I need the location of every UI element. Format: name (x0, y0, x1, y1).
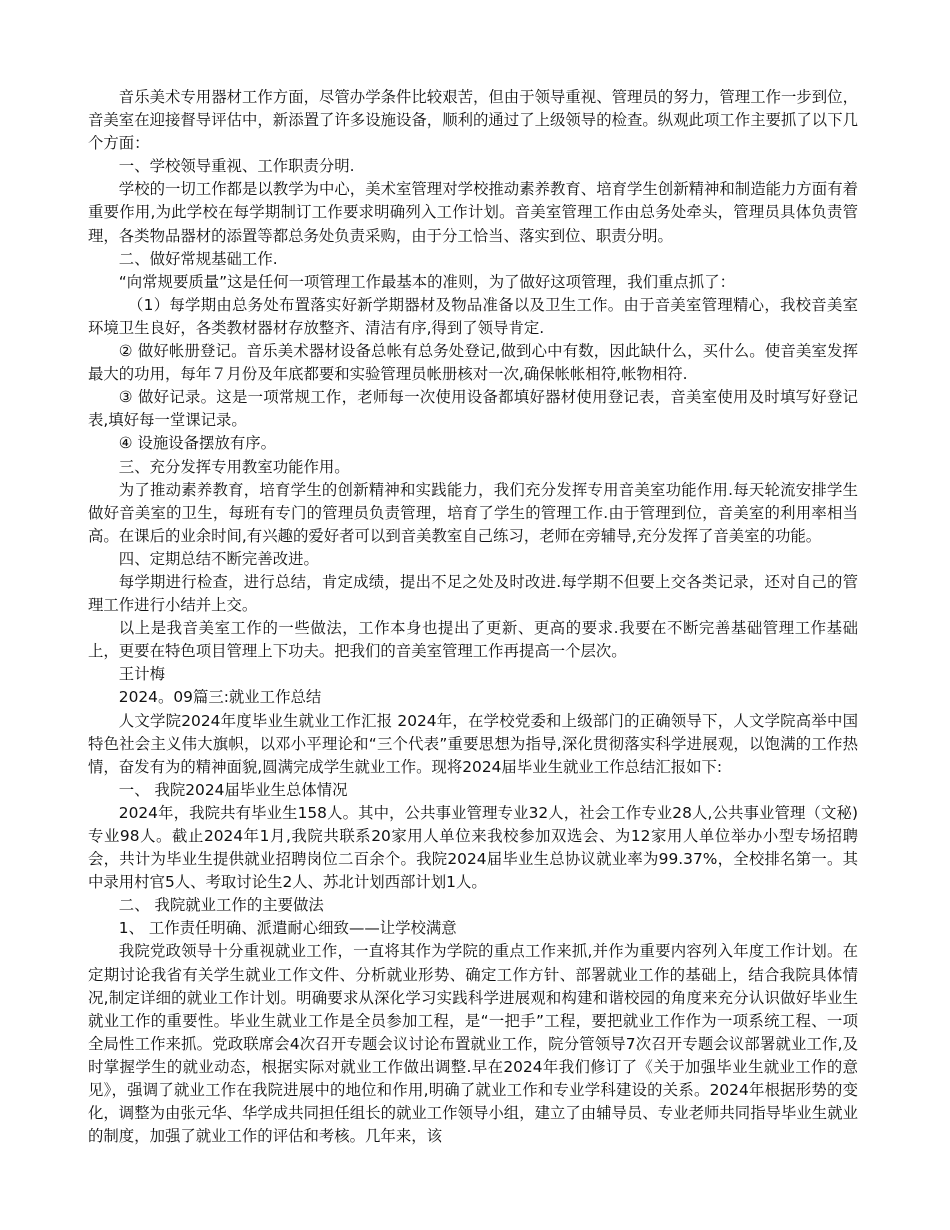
list-item: ③ 做好记录。这是一项常规工作，老师每一次使用设备都填好器材使用登记表，音美室使用及时填写好登记表,填好每一堂课记录。 (88, 388, 858, 430)
body-paragraph: 2024年，我院共有毕业生158人。其中，公共事业管理专业32人，社会工作专业28人,公共事业管理（文秘)专业98人。截止2024年1月,我院共联系20家用人单位来我校参加双选会、为12家用人单位举办小型专场招聘会，共计为毕业生提供就业招聘岗位二百余个。我院2024届毕业生总协议就业率为99.37%，全校排名第一。其中录用村官5人、考取讨论生2人、苏北计划西部计划1人。 (88, 803, 858, 892)
report-heading-1: 一、 我院2024届毕业生总体情况 (118, 780, 348, 799)
date-and-section-title: 2024。09篇三:就业工作总结 (118, 688, 322, 707)
author-name: 王计梅 (118, 665, 165, 684)
section-heading-4: 四、定期总结不断完善改进。 (118, 549, 319, 568)
section-heading-1: 一、学校领导重视、工作职责分明. (118, 157, 355, 176)
report-intro-paragraph: 人文学院2024年度毕业生就业工作汇报 2024年，在学校党委和上级部门的正确领导下，人文学院高举中国特色社会主义伟大旗帜，以邓小平理论和“三个代表”重要思想为指导,深化贯彻落实科学进展观，以饱满的工作热情，奋发有为的精神面貌,圆满完成学生就业工作。现将2024届毕业生就业工作总结汇报如下: (88, 711, 858, 776)
document-page (88, 86, 858, 1148)
section-heading-3: 三、充分发挥专用教室功能作用。 (118, 457, 350, 476)
report-heading-2: 二、 我院就业工作的主要做法 (118, 896, 324, 915)
section-heading-2: 二、做好常规基础工作. (118, 249, 278, 268)
body-paragraph: 为了推动素养教育，培育学生的创新精神和实践能力，我们充分发挥专用音美室功能作用.每天轮流安排学生做好音美室的卫生，每班有专门的管理员负责管理，培育了学生的管理工作.由于管理到位，音美室的利用率相当高。在课后的业余时间,有兴趣的爱好者可以到音美教室自己练习，老师在旁辅导,充分发挥了音美室的功能。 (88, 480, 858, 545)
list-item: （1）每学期由总务处布置落实好新学期器材及物品准备以及卫生工作。由于音美室管理精心，我校音美室环境卫生良好，各类教材器材存放整齐、清洁有序,得到了领导肯定. (88, 295, 858, 337)
body-paragraph: 学校的一切工作都是以教学为中心，美术室管理对学校推动素养教育、培育学生创新精神和制造能力方面有着重要作用,为此学校在每学期制订工作要求明确列入工作计划。音美室管理工作由总务处牵头，管理员具体负责管理，各类物品器材的添置等都总务处负责采购，由于分工恰当、落实到位、职责分明。 (88, 180, 858, 245)
report-subheading-1: 1、 工作责任明确、派遣耐心细致——让学校满意 (118, 919, 457, 938)
body-paragraph: 我院党政领导十分重视就业工作，一直将其作为学院的重点工作来抓,并作为重要内容列入年度工作计划。在定期讨论我省有关学生就业工作文件、分析就业形势、确定工作方针、部署就业工作的基础上，结合我院具体情况,制定详细的就业工作计划。明确要求从深化学习实践科学进展观和构建和谐校园的角度来充分认识做好毕业生就业工作的重要性。毕业生就业工作是全员参加工程，是“一把手”工程，要把就业工作作为一项系统工程、一项全局性工作来抓。党政联席会4次召开专题会议讨论布置就业工作，院分管领导7次召开专题会议部署就业工作,及时掌握学生的就业动态，根据实际对就业工作做出调整.早在2024年我们修订了《关于加强毕业生就业工作的意见》，强调了就业工作在我院进展中的地位和作用,明确了就业工作和专业学科建设的关系。2024年根据形势的变化，调整为由张元华、华学成共同担任组长的就业工作领导小组，建立了由辅导员、专业老师共同指导毕业生就业的制度，加强了就业工作的评估和考核。几年来，该 (88, 942, 858, 1146)
body-paragraph: 每学期进行检查，进行总结，肯定成绩，提出不足之处及时改进.每学期不但要上交各类记录，还对自己的管理工作进行小结并上交。 (88, 572, 858, 615)
body-paragraph: 以上是我音美室工作的一些做法，工作本身也提出了更新、更高的要求.我要在不断完善基础管理工作基础上，更要在特色项目管理上下功夫。把我们的音美室管理工作再提高一个层次。 (88, 619, 858, 661)
intro-paragraph: 音乐美术专用器材工作方面，尽管办学条件比较艰苦，但由于领导重视、管理员的努力，管理工作一步到位，音美室在迎接督导评估中，新添置了许多设施设备，顺利的通过了上级领导的检查。纵观此项工作主要抓了以下几个方面： (88, 88, 858, 153)
list-item: ② 做好帐册登记。音乐美术器材设备总帐有总务处登记,做到心中有数，因此缺什么，买什么。使音美室发挥最大的功用，每年７月份及年底都要和实验管理员帐册核对一次,确保帐帐相符,帐物相符. (88, 342, 858, 384)
list-item: ④ 设施设备摆放有序。 (118, 434, 277, 453)
body-paragraph: “向常规要质量”这是任何一项管理工作最基本的准则，为了做好这项管理，我们重点抓了： (118, 272, 735, 291)
